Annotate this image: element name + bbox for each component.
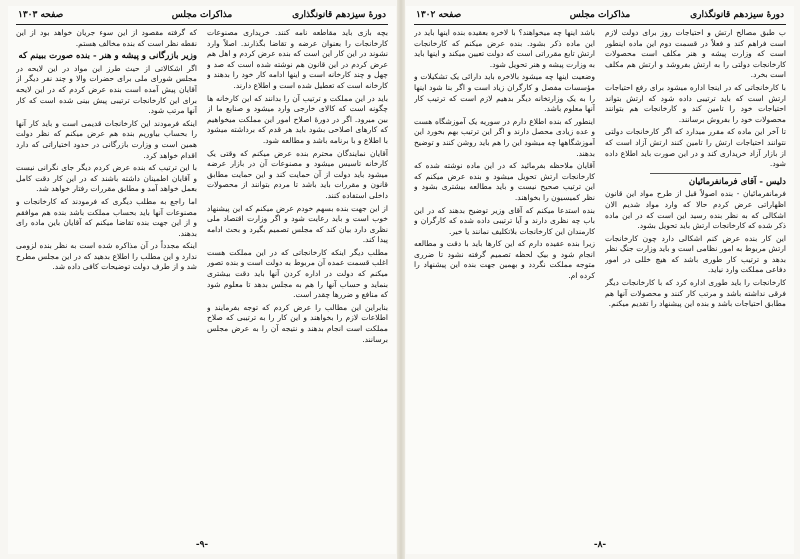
left-page-header xyxy=(18,8,386,24)
paragraph: باید در این مملکت و ترتیب آن را بدانند که این کارخانه ها چگونه است که کالای خارجی وارد میشود و صنایع ما از بین میرود. اگر در دورهٔ اصلاح امور این مملکت میخواهیم که کارهای اصلاحی بشود باید هر قدم که برداشته میشود با اطلاع و با برنامه باشد و مطالعه شود. xyxy=(207,93,388,145)
paragraph: زیرا بنده عقیده دارم که این کارها باید با دقت و مطالعه انجام شود و بیک لحظه تصمیم گرفته نشود تا ضرری متوجه مملکت نگردد و بهمین جهت بنده این پیشنهاد را کرده ام. xyxy=(414,239,595,281)
left-page-right-column xyxy=(207,28,388,534)
right-page-footer: -۸- xyxy=(593,540,607,550)
paragraph: این کار بنده عرض کنم اشکالی دارد چون کارخانجات ارتش مربوط به امور نظامی است و باید وزارت جنگ نظر بدهد و ترتیب کار طوری باشد که هیچ خللی در امور دفاعی مملکت وارد نیاید. xyxy=(605,233,786,275)
section-divider xyxy=(650,173,741,174)
left-header-center: مذاکرات مجلس xyxy=(171,10,233,20)
paragraph: آقایان ملاحظه بفرمائید که در این ماده نوشته شده که کارخانجات ارتش تحویل میشود و بنده عرض میکنم که این ترتیب صحیح نیست و باید مطالعه بیشتری بشود و نظر کمیسیون را بخواهند. xyxy=(414,161,595,202)
book-gutter xyxy=(397,0,405,559)
left-page xyxy=(8,6,396,554)
right-page-header xyxy=(416,8,784,24)
paragraph: اگر اشکالاتی از حیث طرز این مواد در این لایحه در مجلس شورای ملی برای حضرات والا و چند نفر دیگر از آقایان پیش آمده است بنده عرض کردم که در این لایحه برای این کارخانجات ترتیبی پیش بینی شده است که کار آنها مرتب شود. xyxy=(16,63,197,116)
speaker-heading: وزیر بازرگانی و پیشه و هنر - بنده صورت ببینم که xyxy=(18,51,197,62)
left-header-page-number: صفحه ۱۳۰۳ xyxy=(18,10,64,20)
paragraph: باشد اینها چه میخواهند؟ با لاخره بعقیده بنده اینها باید در این ماده ذکر بشود. بنده عرض میکنم که کارخانجات ارتش تابع مقرراتی است که دولت تعیین میکند و اینها باید به وزارت پیشه و هنر تحویل شود. xyxy=(414,28,595,69)
right-header-rule xyxy=(414,24,786,25)
paragraph: که گرفته مقصود از این سوء جریان خواهد بود از این نقطه نظر است که بنده مخالف هستم. xyxy=(16,28,197,48)
left-header-rule xyxy=(16,24,388,25)
left-page-left-column xyxy=(16,28,197,534)
paragraph: اینکه فرمودند این کارخانجات قدیمی است و باید کار آنها را بحساب بیاوریم بنده هم عرض میکنم که نظر دولت همین است و وزارت بازرگانی در حدود اختیاراتی که دارد اقدام خواهد کرد. xyxy=(16,118,197,160)
paragraph: وضعیت اینها چه میشود بالاخره باید دارائی یک تشکیلات و مؤسسات مفصل و کارگران زیاد است و اگر بنا شود اینها را به یک وزارتخانه دیگر بدهیم لازم است که ترتیب کار آنها معلوم باشد. xyxy=(414,72,595,114)
right-page-left-column xyxy=(414,28,595,534)
paragraph: مطلب دیگر اینکه کارخانجاتی که در این مملکت هست اغلب قسمت عمده آن مربوط به دولت است و بنده تصور میکنم که دولت در اداره کردن آنها باید دقت بیشتری بنماید و حساب آنها را هم به مجلس بدهد تا معلوم شود که منافع و ضررها چقدر است. xyxy=(207,247,388,300)
paragraph: با این ترتیب که بنده عرض کردم دیگر جای نگرانی نیست و آقایان اطمینان داشته باشند که در این کار دقت کامل بعمل خواهد آمد و مطابق مقررات رفتار خواهد شد. xyxy=(16,163,197,194)
right-header-center: مذاکرات مجلس xyxy=(569,10,631,20)
left-header-title: دورهٔ سیزدهم قانونگذاری xyxy=(292,10,386,20)
paragraph: بچه بازی باید مقاطعه نامه کنند. خریداری مصنوعات کارخانجات را بعنوان عرضه و تقاضا بگذارند. اصلاً وارد نشوند در این کار این است که بنده عرض کردم و اهل هم عرض کردم در این قانون هم نوشته شده است که صد و چهل و چند کارخانه است و اینها ادامه کار خود را بدهند و کارخانه است که تعطیل شده است و اطلاع دارند. xyxy=(207,28,388,90)
paragraph: اما راجع به مطلب دیگری که فرمودند که کارخانجات و مصنوعات آنها باید بحساب مملکت باشد بنده هم موافقم و از این جهت بنده تقاضا میکنم که آقایان باین ماده رای بدهند. xyxy=(16,196,197,238)
paragraph: ب طبق مصالح ارتش و احتیاجات روز برای دولت لازم است فراهم کند و فعلاً در قسمت دوم این ماده اینطور است که وزارت پیشه و هنر مکلف است محصولات کارخانجات دولتی را به ارتش بفروشد و ارتش هم مکلف است بخرد. xyxy=(605,28,786,80)
right-header-page-number: صفحه ۱۳۰۲ xyxy=(416,10,462,20)
right-page-right-column xyxy=(605,28,786,534)
paragraph: از این جهت بنده بسهم خودم عرض میکنم که این پیشنهاد خوب است و باید رعایت شود و اگر وزارت اقتصاد ملی نظری دارد بیان کند که مجلس تصمیم بگیرد و بحث ادامه پیدا کند. xyxy=(207,203,388,245)
right-header-title: دورهٔ سیزدهم قانونگذاری xyxy=(690,10,784,20)
right-page xyxy=(406,6,794,554)
paragraph: تا آخر این ماده که مقرر میدارد که اگر کارخانجات دولتی نتوانند احتیاجات ارتش را تامین کنند ارتش آزاد است که از بازار آزاد خریداری کند و در این صورت باید اطلاع داده شود. xyxy=(605,127,786,169)
right-page-columns xyxy=(414,28,786,534)
paragraph: آقایان نمایندگان محترم بنده عرض میکنم که وقتی یک کارخانه تاسیس میشود و مصنوعات آن در بازار عرضه میشود باید دولت از آن حمایت کند و این حمایت مطابق قانون و مقررات باید باشد تا مردم بتوانند از محصولات داخلی استفاده کنند. xyxy=(207,148,388,200)
left-page-footer: -۹- xyxy=(195,540,209,550)
paragraph: بنابراین این مطالب را عرض کردم که توجه بفرمایند و اطلاعات لازم را بخواهند و این کار را به ترتیبی که صلاح مملکت است انجام بدهند و نتیجه آن را به عرض مجلس برسانند. xyxy=(207,302,388,344)
paragraph: فرمانفرمائیان - بنده اصولاً قبل از طرح مواد این قانون اظهاراتی عرض کردم حالا که وارد مواد شدیم الان اشکالی که به نظر بنده رسید این است که در این ماده ذکر شده که کارخانجات ارتش باید تحویل بشود. xyxy=(605,189,786,231)
paragraph: کارخانجات را باید طوری اداره کرد که با کارخانجات دیگر فرقی نداشته باشد و مرتب کار کنند و محصولات آنها هم مطابق احتیاجات باشد و بنده این پیشنهاد را تقدیم میکنم. xyxy=(605,278,786,309)
paragraph: اینکه مجدداً در آن مذاکره شده است به نظر بنده لزومی ندارد و این مطلب را اطلاع بدهید که در این مجلس مطرح شد و از طرف دولت توضیحات کافی داده شد. xyxy=(16,241,197,272)
paragraph: اینطور که بنده اطلاع دارم در سوریه یک آموزشگاه هست و عده زیادی محصل دارند و اگر این ترتیب بهم بخورد این آموزشگاهها چه میشود این را هم باید روشن کنند و توضیح بدهند. xyxy=(414,116,595,158)
paragraph: با کارخانجاتی که در اینجا اداره میشود برای رفع احتیاجات ارتش است که باید ترتیبی داده شود که ارتش بتواند احتیاجات خود را تامین کند و کارخانجات هم بتوانند محصولات خود را بفروش برسانند. xyxy=(605,82,786,124)
left-page-columns xyxy=(16,28,388,534)
paragraph: بنده استدعا میکنم که آقای وزیر توضیح بدهند که در این باب چه نظری دارند و آیا ترتیبی داده شده که کارگران و کارمندان این کارخانجات بلاتکلیف نمانند یا خیر. xyxy=(414,205,595,236)
speaker-heading: دلیس - آقای فرمانفرمائیان xyxy=(688,176,786,187)
